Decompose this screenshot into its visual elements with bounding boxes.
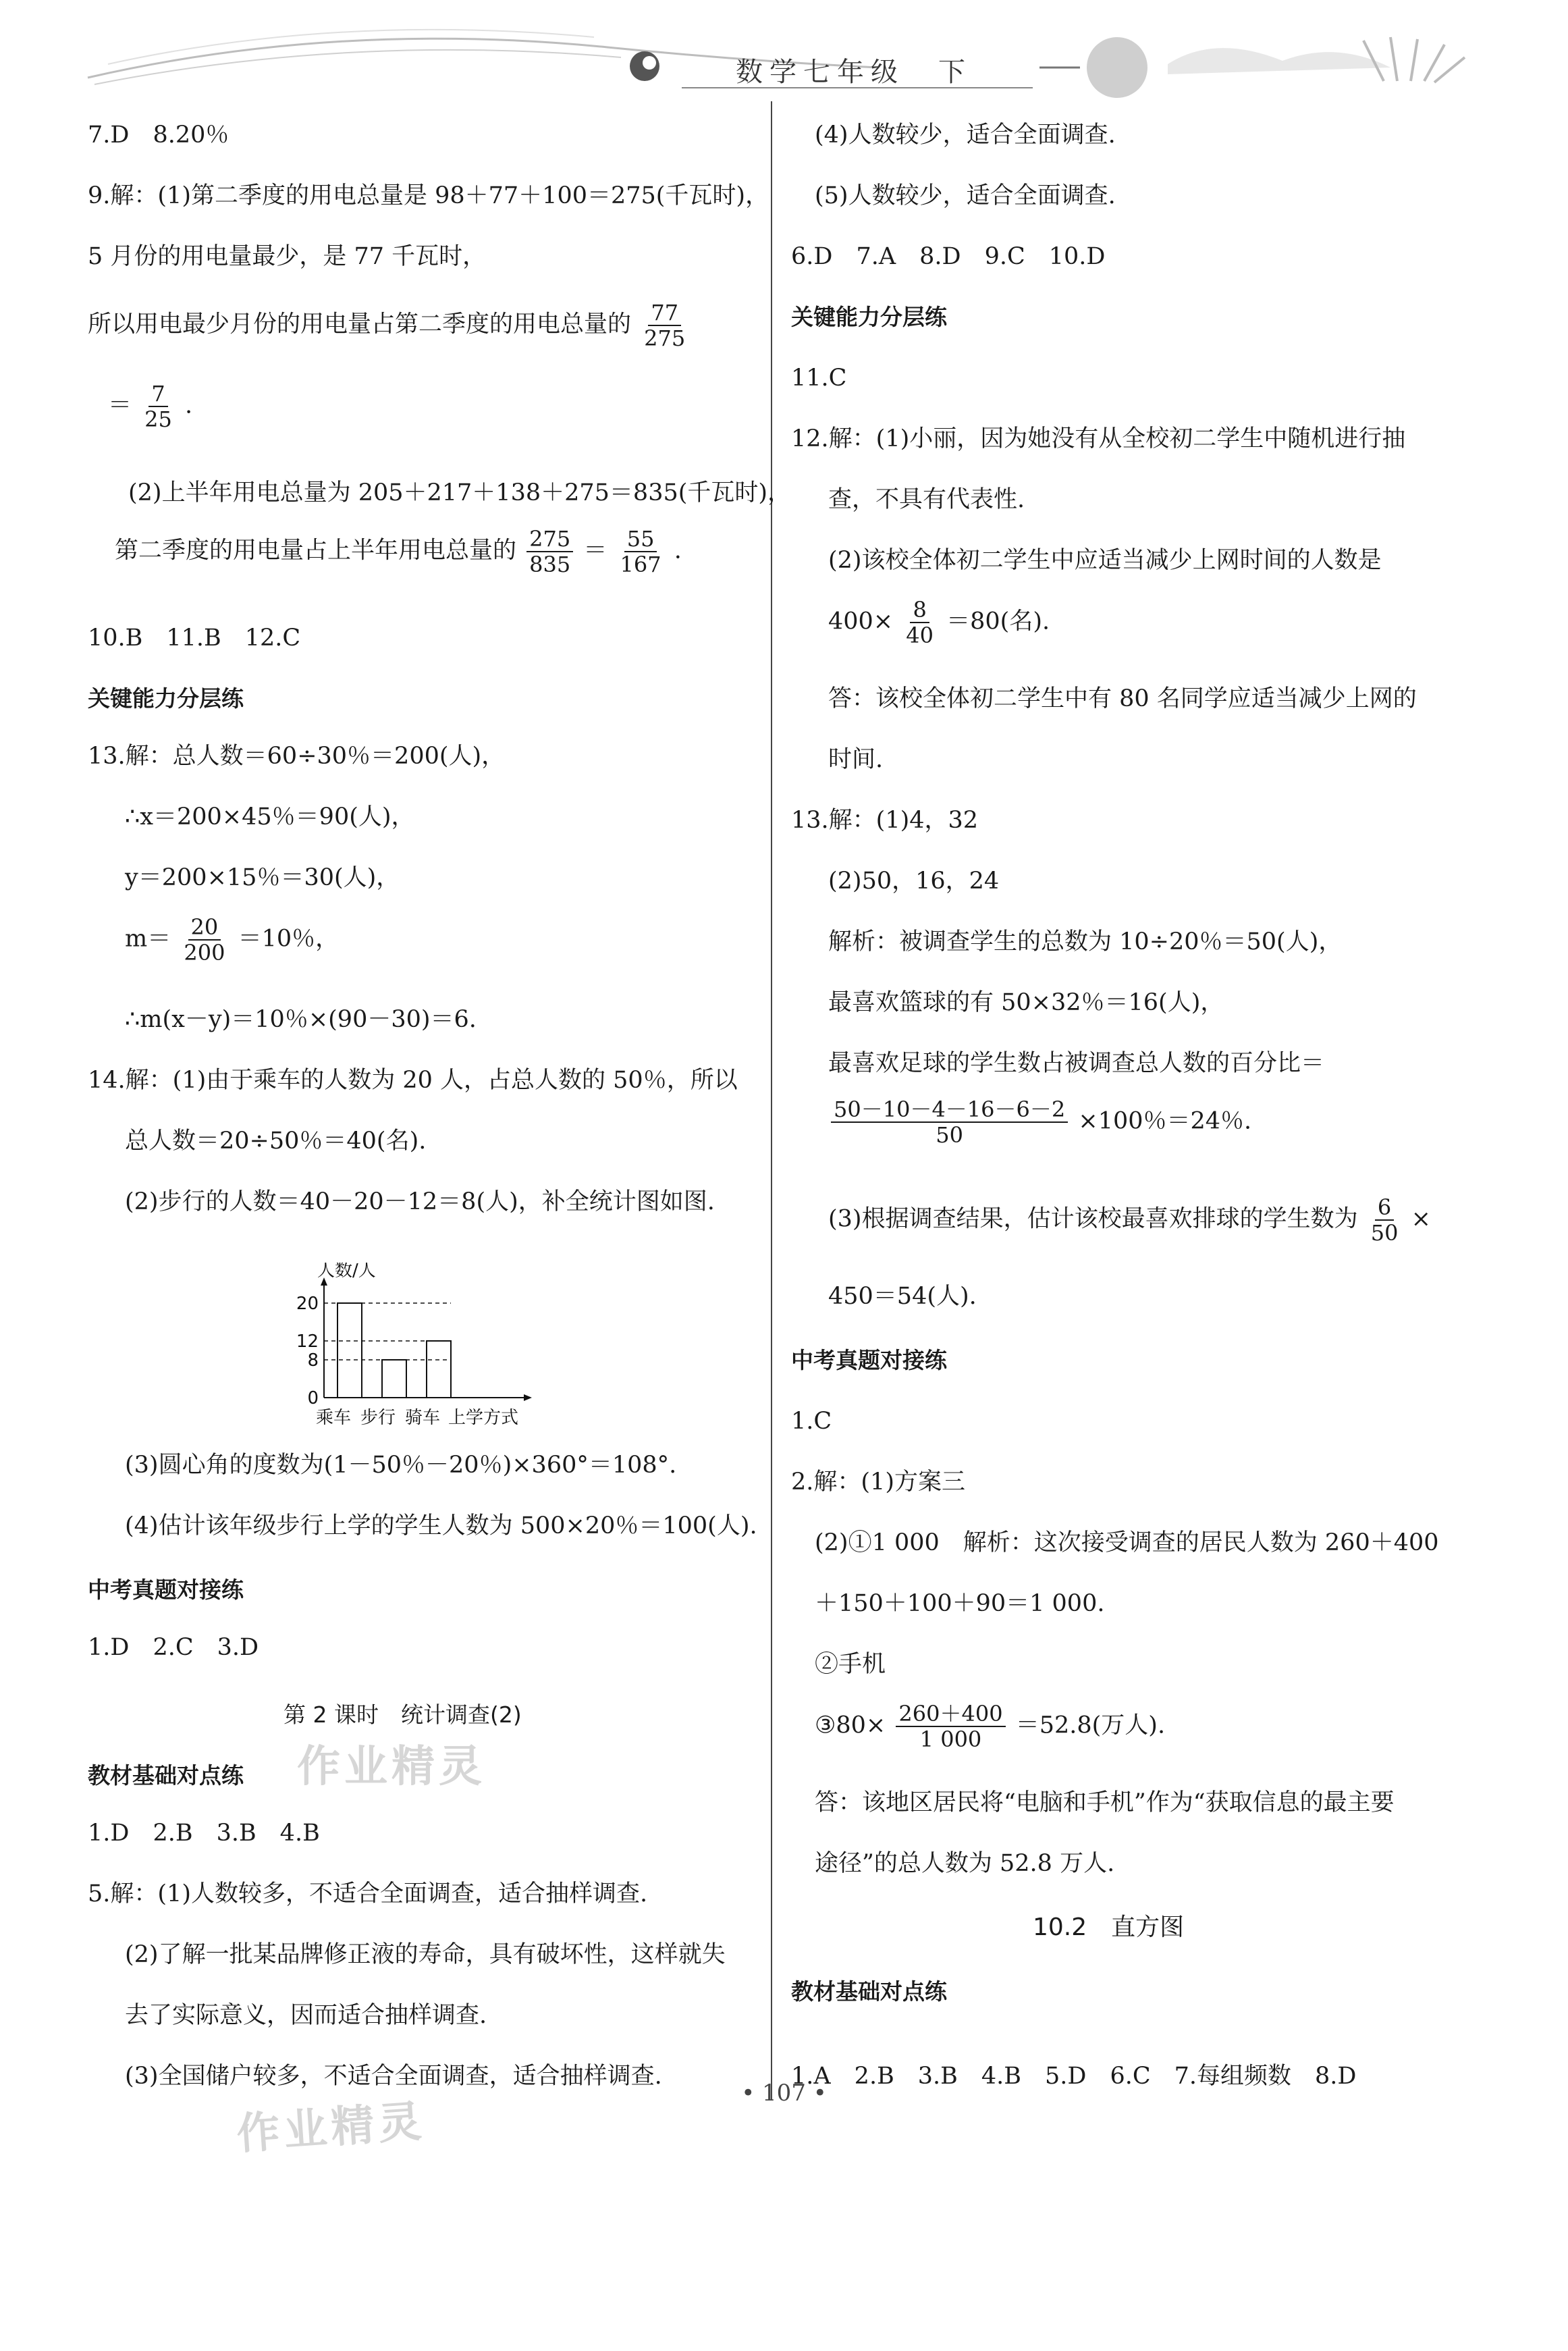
answer-line: [115, 527, 682, 577]
text: ＝: [583, 537, 607, 564]
answer-line: (2)了解一批某品牌修正液的寿命，具有破坏性，这样就失: [125, 1941, 726, 1968]
denominator: 50: [936, 1122, 963, 1148]
numerator: 55: [624, 527, 657, 552]
fraction: [641, 300, 688, 350]
watermark: 作业精灵: [297, 1742, 486, 1792]
text: 第二季度的用电量占上半年用电总量的: [115, 537, 517, 564]
answer-line: 1.C: [791, 1408, 832, 1435]
text: ＝52.8(万人).: [1015, 1712, 1166, 1739]
answer-line: ∴x＝200×45％＝90(人)，: [125, 803, 415, 830]
bar-chart: [283, 1263, 594, 1441]
numerator: 6: [1375, 1195, 1394, 1221]
answer-line: [108, 381, 192, 431]
answer-line: (5)人数较少，适合全面调查.: [815, 182, 1116, 209]
answer-line: 2.解：(1)方案三: [791, 1469, 965, 1496]
denominator: 275: [644, 325, 686, 351]
x-tick-label: 步行: [360, 1408, 396, 1428]
y-tick-label: 12: [296, 1331, 319, 1352]
answer-line: 途径”的总人数为 52.8 万人.: [815, 1850, 1115, 1877]
fraction: [903, 598, 936, 648]
answer-line: 7.D 8.20％: [88, 122, 229, 149]
answer-line: 9.解：(1)第二季度的用电总量是 98＋77＋100＝275(千瓦时)，: [88, 182, 769, 209]
answer-line: (2)上半年用电总量为 205＋217＋138＋275＝835(千瓦时)，: [128, 479, 792, 506]
y-axis-label: 人数/人: [317, 1263, 376, 1281]
answer-line: 最喜欢足球的学生数占被调查总人数的百分比＝: [828, 1050, 1325, 1077]
answer-line: 5.解：(1)人数较多，不适合全面调查，适合抽样调查.: [88, 1880, 648, 1907]
answer-line: [828, 598, 1050, 648]
section-heading: 关键能力分层练: [88, 685, 244, 712]
fraction: [618, 527, 664, 577]
text: m＝: [125, 925, 171, 953]
answer-line: ＋150＋100＋90＝1 000.: [815, 1590, 1105, 1617]
answer-line: 去了实际意义，因而适合抽样调查.: [125, 2002, 487, 2029]
answer-line: 10.B 11.B 12.C: [88, 625, 301, 652]
answer-line: [88, 300, 691, 350]
fraction: [1368, 1195, 1401, 1245]
section-heading: 教材基础对点练: [88, 1762, 244, 1789]
answer-line: 答：该地区居民将“电脑和手机”作为“获取信息的最主要: [815, 1789, 1395, 1816]
answer-line: 最喜欢篮球的有 50×32％＝16(人)，: [828, 989, 1224, 1016]
x-tick-label: 骑车: [405, 1408, 441, 1428]
text: ×: [1411, 1205, 1431, 1233]
chart-svg: [283, 1263, 594, 1438]
section-heading: 关键能力分层练: [791, 304, 947, 330]
denominator: 835: [529, 552, 571, 577]
answer-line: 解析：被调查学生的总数为 10÷20％＝50(人)，: [828, 928, 1343, 955]
text: 所以用电最少月份的用电量占第二季度的用电总量的: [88, 311, 632, 338]
fraction: [831, 1097, 1068, 1147]
y-tick-label: 20: [296, 1294, 319, 1314]
text: .: [185, 392, 193, 419]
answer-line: 450＝54(人).: [828, 1283, 977, 1310]
text: ＝80(名).: [946, 608, 1050, 635]
column-divider: [771, 101, 772, 2100]
bar: [427, 1341, 451, 1398]
text: ＝10％，: [238, 925, 340, 953]
answer-line: 12.解：(1)小丽，因为她没有从全校初二学生中随机进行抽: [791, 425, 1406, 452]
answer-line: 总人数＝20÷50％＝40(名).: [125, 1128, 427, 1155]
denominator: 40: [906, 623, 934, 648]
answer-line: [125, 915, 339, 965]
answer-line: y＝200×15％＝30(人)，: [125, 864, 400, 891]
numerator: 20: [188, 915, 221, 941]
answer-line: (2)步行的人数＝40－20－12＝8(人)，补全统计图如图.: [125, 1188, 715, 1215]
text: ×100％＝24％.: [1078, 1107, 1252, 1135]
answer-line: (3)全国储户较多，不适合全面调查，适合抽样调查.: [125, 2063, 662, 2090]
answer-line: 13.解：总人数＝60÷30％＝200(人)，: [88, 743, 506, 770]
denominator: 167: [620, 552, 661, 577]
y-tick-label: 0: [307, 1388, 319, 1408]
section-title: 10.2 直方图: [1033, 1913, 1185, 1941]
numerator: 260＋400: [896, 1701, 1005, 1727]
text: .: [674, 537, 682, 564]
page-number: • 107 •: [741, 2080, 827, 2107]
denominator: 200: [184, 940, 225, 966]
answer-line: 1.A 2.B 3.B 4.B 5.D 6.C 7.每组频数 8.D: [791, 2063, 1357, 2090]
answer-line: 14.解：(1)由于乘车的人数为 20 人，占总人数的 50％，所以: [88, 1067, 738, 1094]
answer-line: [815, 1701, 1165, 1751]
answer-line: (4)估计该年级步行上学的学生人数为 500×20％＝100(人).: [125, 1512, 757, 1539]
denominator: 25: [144, 406, 172, 432]
answer-line: [828, 1097, 1251, 1147]
answer-line: ∴m(x－y)＝10％×(90－30)＝6.: [125, 1006, 477, 1033]
page-header: [0, 0, 1568, 115]
section-heading: 中考真题对接练: [791, 1347, 947, 1373]
answer-line: [828, 1195, 1431, 1245]
y-tick-label: 8: [307, 1350, 319, 1371]
numerator: 8: [910, 598, 929, 623]
fraction: [181, 915, 227, 965]
text: ③80×: [815, 1712, 886, 1739]
answer-line: 1.D 2.B 3.B 4.B: [88, 1820, 320, 1847]
text: (3)根据调查结果，估计该校最喜欢排球的学生数为: [828, 1205, 1358, 1233]
x-tick-label: 乘车: [316, 1408, 352, 1428]
answer-line: (2)①1 000 解析：这次接受调查的居民人数为 260＋400: [815, 1529, 1439, 1556]
text: ＝: [108, 392, 132, 419]
fraction: [896, 1701, 1005, 1751]
answer-line: 11.C: [791, 365, 847, 392]
answer-line: (3)圆心角的度数为(1－50％－20％)×360°＝108°.: [125, 1452, 677, 1479]
answer-line: ②手机: [815, 1651, 886, 1678]
fraction: [526, 527, 573, 577]
numerator: 50－10－4－16－6－2: [831, 1097, 1068, 1123]
answer-line: 1.D 2.C 3.D: [88, 1634, 259, 1661]
numerator: 7: [148, 381, 167, 407]
numerator: 77: [648, 300, 681, 326]
numerator: 275: [526, 527, 573, 552]
header-title: 数学七年级 下: [736, 57, 972, 88]
answer-line: (2)50，16，24: [828, 868, 1000, 895]
fraction: [142, 381, 175, 431]
answer-line: 5 月份的用电量最少，是 77 千瓦时，: [88, 243, 487, 270]
answer-line: 时间.: [828, 746, 884, 773]
watermark: 作业精灵: [235, 2096, 427, 2160]
section-heading: 教材基础对点练: [791, 1978, 947, 2005]
bar: [382, 1360, 406, 1398]
denominator: 50: [1370, 1220, 1399, 1246]
answer-line: 查，不具有代表性.: [828, 486, 1025, 513]
denominator: 1 000: [919, 1726, 982, 1752]
x-axis-label: 上学方式: [448, 1408, 519, 1428]
text: 400×: [828, 608, 894, 635]
bar: [337, 1303, 362, 1398]
lesson-title: 第 2 课时 统计调查(2): [283, 1701, 522, 1728]
answer-line: 13.解：(1)4，32: [791, 807, 979, 834]
answer-line: 6.D 7.A 8.D 9.C 10.D: [791, 243, 1106, 270]
x-axis-arrow: [524, 1394, 532, 1401]
answer-line: (4)人数较少，适合全面调查.: [815, 122, 1116, 149]
section-heading: 中考真题对接练: [88, 1577, 244, 1603]
answer-line: (2)该校全体初二学生中应适当减少上网时间的人数是: [828, 547, 1382, 574]
answer-line: 答：该校全体初二学生中有 80 名同学应适当减少上网的: [828, 685, 1417, 712]
